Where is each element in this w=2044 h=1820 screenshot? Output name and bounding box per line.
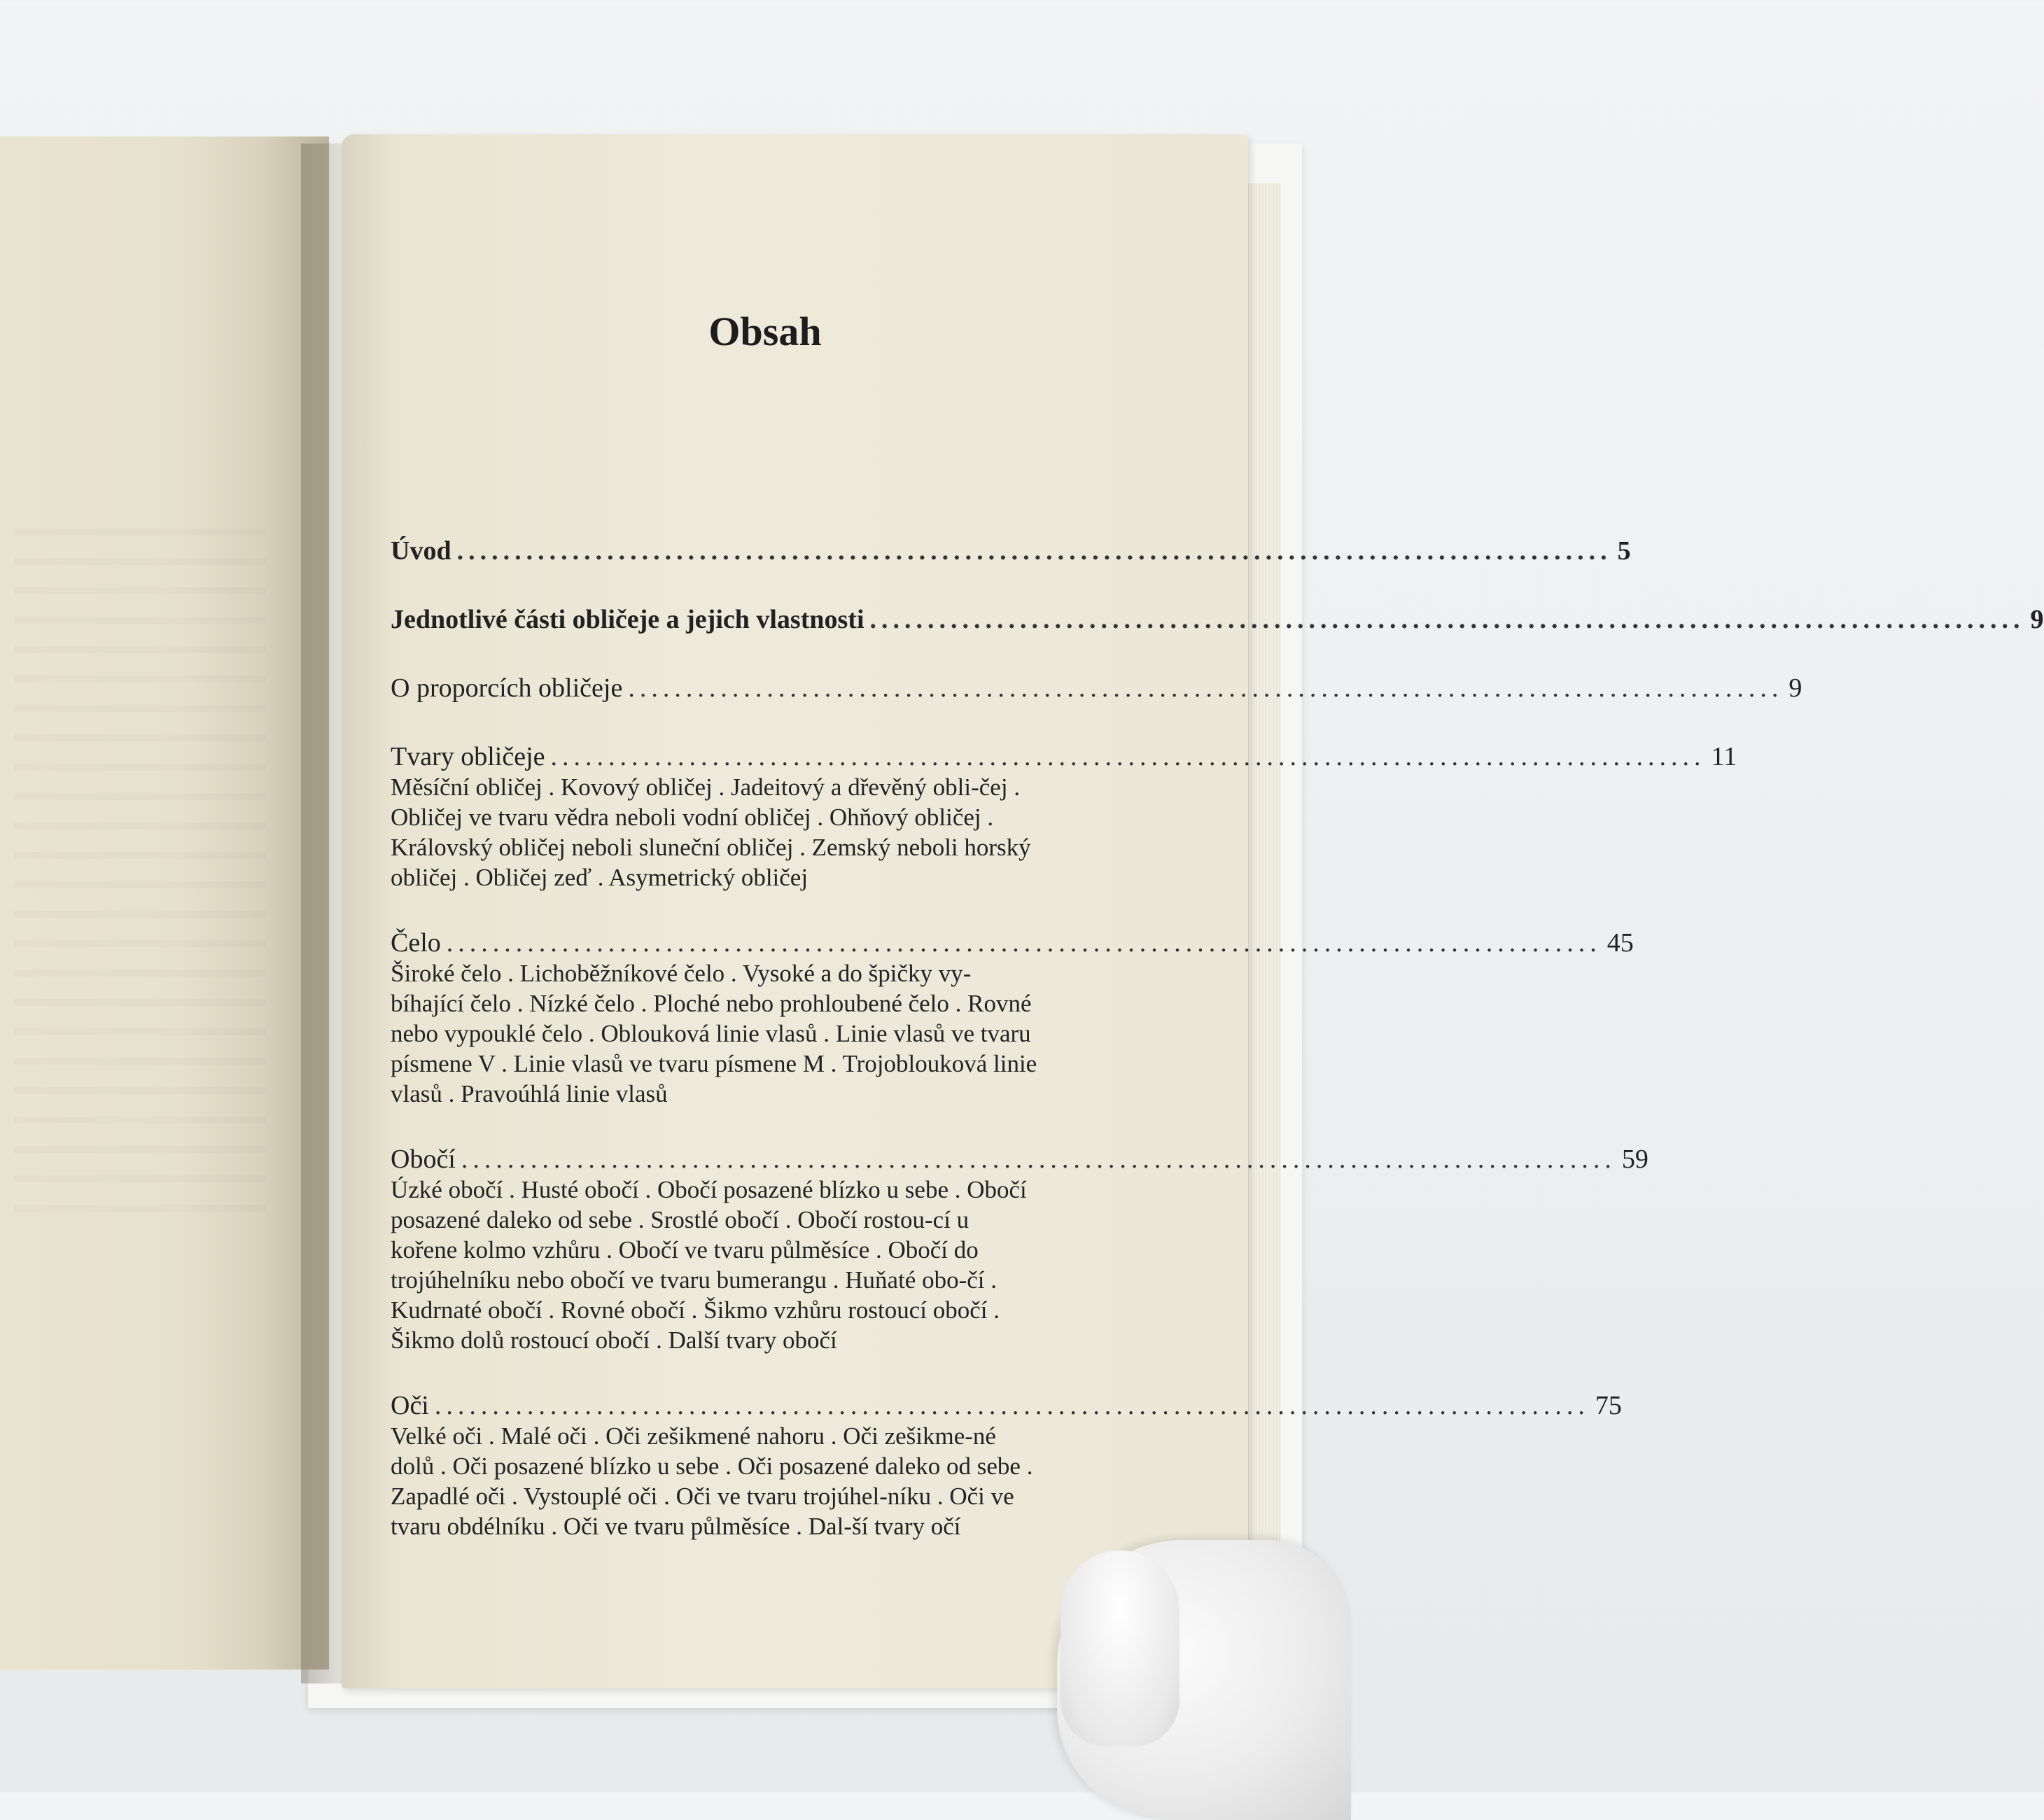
left-page <box>0 136 329 1670</box>
dot-leader: .................................................................................................... <box>628 673 1784 703</box>
toc-entry-title: Oči <box>391 1391 429 1420</box>
toc-row <box>391 536 1631 566</box>
dot-leader: .................................................................................................... <box>869 605 2025 634</box>
dot-leader: .................................................................................................... <box>550 742 1706 771</box>
toc-entry-title: Úvod <box>391 536 451 566</box>
toc-entry-title: Jednotlivé části obličeje a jejich vlastnosti <box>391 605 864 634</box>
toc-entry-proporce <box>391 673 1802 704</box>
toc-page-number: 9 <box>1788 673 1802 703</box>
toc-page-number: 11 <box>1711 742 1737 771</box>
dot-leader: .................................................................................................... <box>446 928 1602 958</box>
page-title: Obsah <box>708 309 822 354</box>
toc-entry-description: Měsíční obličej . Kovový obličej . Jadeitový a dřevěný obli-čej . Obličej ve tvaru vědra neboli vodní obličej . Ohňový obličej . Královský obličej neboli sluneční obličej . Zemský neboli horský obličej . Obličej zeď . Asymetrický obličej <box>391 774 1031 891</box>
glove-thumb <box>1060 1550 1180 1746</box>
toc-entry-celo <box>391 927 1634 1109</box>
toc-entry-description: Velké oči . Malé oči . Oči zešikmené nahoru . Oči zešikme-né dolů . Oči posazené blízko u sebe . Oči posazené daleko od sebe . Zapadlé oči . Vystouplé oči . Oči ve tvaru trojúhel-níku . Oči ve tvaru obdélníku . Oči ve tvaru půlměsíce . Dal-ší tvary očí <box>391 1422 1033 1540</box>
toc-page-number: 9 <box>2030 605 2044 634</box>
toc-entry-title: Tvary obličeje <box>391 742 545 771</box>
toc-row <box>391 741 1737 772</box>
toc-entry-title: O proporcích obličeje <box>391 673 623 703</box>
toc-row <box>391 1390 1622 1421</box>
toc-page-number: 5 <box>1617 536 1631 566</box>
toc-page-number: 59 <box>1621 1144 1648 1174</box>
toc-row <box>391 604 2044 635</box>
dot-leader: .................................................................................................... <box>434 1391 1590 1420</box>
toc-entry-oci <box>391 1390 1622 1541</box>
toc-entry-description: Široké čelo . Lichoběžníkové čelo . Vysoké a do špičky vy-bíhající čelo . Nízké čelo . Ploché nebo prohloubené čelo . Rovné nebo vypouklé čelo . Oblouková linie vlasů . Linie vlasů ve tvaru písmene V . Linie vlasů ve tvaru písmene M . Trojoblouková linie vlasů . Pravoúhlá linie vlasů <box>391 960 1037 1107</box>
toc-entry-oboci <box>391 1144 1648 1355</box>
toc-row <box>391 1144 1648 1175</box>
dot-leader: .................................................................................................... <box>461 1144 1616 1174</box>
toc-entry-tvary <box>391 741 1737 892</box>
toc-entry-description: Úzké obočí . Husté obočí . Obočí posazené blízko u sebe . Obočí posazené daleko od sebe . Srostlé obočí . Obočí rostou-cí u kořene kolmo vzhůru . Obočí ve tvaru půlměsíce . Obočí do trojúhelníku nebo obočí ve tvaru bumerangu . Huňaté obo-čí . Kudrnaté obočí . Rovné obočí . Šikmo vzhůru rostoucí obočí . Šikmo dolů rostoucí obočí . Další tvary obočí <box>391 1176 1027 1354</box>
toc-row <box>391 673 1802 704</box>
dot-leader: .................................................................................................... <box>456 536 1612 566</box>
toc-row <box>391 927 1634 958</box>
table-of-contents <box>391 536 2044 1576</box>
toc-page-number: 45 <box>1606 928 1634 958</box>
toc-page-number: 75 <box>1595 1391 1622 1420</box>
toc-entry-casti <box>391 604 2044 635</box>
toc-entry-title: Obočí <box>391 1144 456 1174</box>
toc-entry-title: Čelo <box>391 928 441 958</box>
toc-entry-uvod <box>391 536 1631 566</box>
bleed-through-text <box>14 528 266 1228</box>
